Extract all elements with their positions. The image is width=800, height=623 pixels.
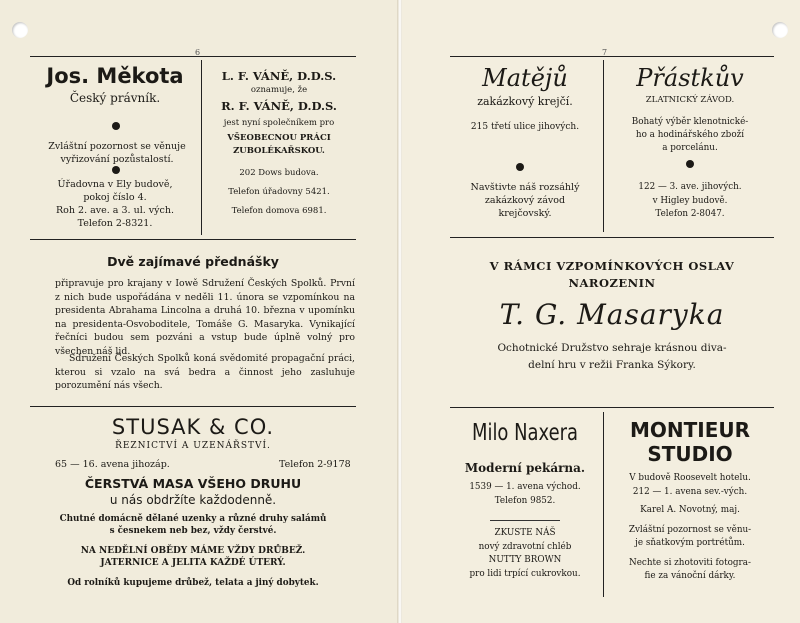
- column-divider: [603, 412, 604, 597]
- naxera-name: Milo Naxera: [471, 420, 579, 446]
- vane-name: L. F. VÁNĚ, D.D.S.: [221, 69, 337, 83]
- text-line: ZKUSTE NÁŠ: [494, 528, 556, 538]
- lectures-paragraph: Sdružení Českých Spolků koná svědomité propagační práci, kterou si vzalo na svá bedra a činnost jeho zasluhuje porozumění nás všech.: [55, 353, 355, 392]
- text-line: Od rolníků kupujeme drůbež, telata a jiný dobytek.: [67, 578, 319, 588]
- bullet: [112, 122, 120, 130]
- mekota-address: [30, 178, 200, 230]
- text-line: a porcelánu.: [662, 143, 718, 153]
- trade: zakázkový krejčí.: [477, 95, 573, 108]
- prastkuv-ad: [605, 62, 775, 155]
- lectures-heading: Dvě zajímavé přednášky: [107, 254, 279, 269]
- text-line: fie za vánoční dárky.: [644, 571, 736, 581]
- text-line: Ochotnické Družstvo sehraje krásnou diva-: [497, 342, 727, 354]
- trade: ZLATNICKÝ ZÁVOD.: [645, 95, 735, 105]
- prastkuv-address: [605, 181, 775, 222]
- stusak-name: STUSAK & CO.: [111, 415, 275, 439]
- naxera-ad: [450, 418, 600, 508]
- divider: [450, 56, 774, 57]
- divider: [450, 407, 774, 408]
- address-line: 212 — 1. avena sev.-vých.: [632, 486, 748, 497]
- text-line: JATERNICE A JELITA KAŽDÉ ÚTERÝ.: [100, 558, 286, 568]
- address-line: pokoj číslo 4.: [83, 192, 147, 203]
- column-divider: [201, 60, 202, 235]
- divider: [30, 56, 356, 57]
- lectures-paragraph: připravuje pro krajany v Iowě Sdružení Českých Spolků. První z nich bude uspořádána v neděli 11. února se vzpomínkou na presidenta Abrahama Lincolna a druhá 10. března v upomínku na presidenta-Osvoboditele, Tomáše G. Masaryka. Vynikající řečníci budou sem pozváni a vstup bude úplně volný pro všechen náš lid.: [55, 278, 355, 357]
- stusak-address: 65 — 16. avena jihozáp.: [55, 459, 170, 470]
- text-line: zakázkový závod: [484, 195, 566, 206]
- vane-ad: [203, 68, 355, 218]
- divider: [30, 239, 356, 240]
- phone: Telefon domova 6981.: [231, 206, 327, 216]
- vane-name: R. F. VÁNĚ, D.D.S.: [221, 99, 337, 113]
- headline: NAROZENIN: [568, 276, 656, 290]
- mekota-title: Český právník.: [69, 91, 161, 105]
- divider: [450, 237, 774, 238]
- text-line: Navštivte náš rozsáhlý: [470, 182, 580, 193]
- text-line: delní hru v režii Franka Sýkory.: [528, 359, 696, 371]
- right-page: [402, 0, 800, 623]
- trade: Moderní pekárna.: [464, 461, 586, 475]
- montieur-name: MONTIEUR: [629, 418, 751, 442]
- address-line: v Higley budově.: [652, 195, 728, 206]
- text-line: Zvláštní pozornost se věnu-: [628, 524, 752, 535]
- bullet: [112, 166, 120, 174]
- text-line: krejčovský.: [498, 208, 552, 219]
- mekota-name: Jos. Měkota: [46, 64, 184, 88]
- naxera-note: [450, 527, 600, 581]
- short-rule: [490, 520, 560, 521]
- montieur-ad: [605, 418, 775, 584]
- mateju-note: [450, 181, 600, 220]
- text-line: je sňatkovým portrétům.: [635, 538, 745, 548]
- text-line: jest nyní společníkem pro: [223, 118, 335, 128]
- address-line: Úřadovna v Ely budově,: [57, 179, 173, 190]
- binder-hole: [772, 22, 788, 38]
- prastkuv-name: Přástkův: [636, 64, 744, 92]
- address-line: V budově Roosevelt hotelu.: [629, 473, 751, 483]
- text-line: VŠEOBECNOU PRÁCI: [227, 133, 331, 143]
- masaryk-name: T. G. Masaryka: [499, 298, 725, 331]
- bullet: [516, 163, 524, 171]
- left-page: [0, 0, 398, 623]
- text-line: nový zdravotní chléb: [478, 541, 572, 552]
- masaryk-notice: [450, 258, 774, 374]
- text-line: NUTTY BROWN: [488, 555, 562, 565]
- divider: [30, 406, 356, 407]
- phone: Telefon 9852.: [494, 495, 556, 506]
- mekota-note: Zvláštní pozornost se věnuje vyřizování pozůstalostí.: [48, 141, 186, 165]
- address: 1539 — 1. avena východ.: [469, 482, 581, 492]
- text-line: oznamuje, že: [250, 85, 308, 95]
- text-line: Bohatý výběr klenotnické-: [631, 117, 749, 127]
- stusak-trade: ŘEZNICTVÍ A UZENÁŘSTVÍ.: [115, 441, 271, 451]
- text-line: pro lidi trpící cukrovkou.: [469, 568, 581, 579]
- headline: ČERSTVÁ MASA VŠEHO DRUHU: [84, 476, 302, 491]
- montieur-name: STUDIO: [647, 442, 733, 466]
- text-line: s česnekem neb bez, vždy čerstvé.: [109, 526, 277, 536]
- address: 202 Dows budova.: [239, 168, 319, 178]
- text-line: NA NEDĚLNÍ OBĚDY MÁME VŽDY DRŮBEŽ.: [80, 546, 306, 556]
- bullet: [686, 160, 694, 168]
- mekota-ad: [30, 62, 200, 106]
- text-line: ho a hodinářského zboží: [635, 130, 745, 140]
- mateju-name: Matějů: [482, 64, 568, 92]
- binder-hole: [12, 22, 28, 38]
- stusak-phone: Telefon 2-9178: [279, 459, 351, 470]
- phone: Telefon úřadovny 5421.: [228, 187, 330, 197]
- text-line: Chutné domácně dělané uzenky a různé druhy salámů: [59, 514, 327, 524]
- column-divider: [603, 60, 604, 232]
- text-line: ZUBOLÉKAŘSKOU.: [233, 146, 325, 156]
- headline: u nás obdržíte každodenně.: [109, 493, 277, 507]
- mateju-ad: [450, 62, 600, 134]
- page-number: 6: [195, 48, 201, 57]
- page-number: 7: [602, 48, 608, 57]
- address: 215 třetí ulice jihových.: [470, 122, 580, 132]
- address-line: Roh 2. ave. a 3. ul. vých.: [56, 205, 174, 216]
- text-line: Nechte si zhotoviti fotogra-: [629, 557, 751, 568]
- phone: Telefon 2-8321.: [77, 218, 153, 229]
- address-line: 122 — 3. ave. jihových.: [638, 182, 742, 192]
- headline: V RÁMCI VZPOMÍNKOVÝCH OSLAV: [489, 259, 735, 273]
- owner: Karel A. Novotný, maj.: [640, 505, 740, 515]
- stusak-body: [30, 476, 356, 589]
- phone: Telefon 2-8047.: [655, 209, 725, 219]
